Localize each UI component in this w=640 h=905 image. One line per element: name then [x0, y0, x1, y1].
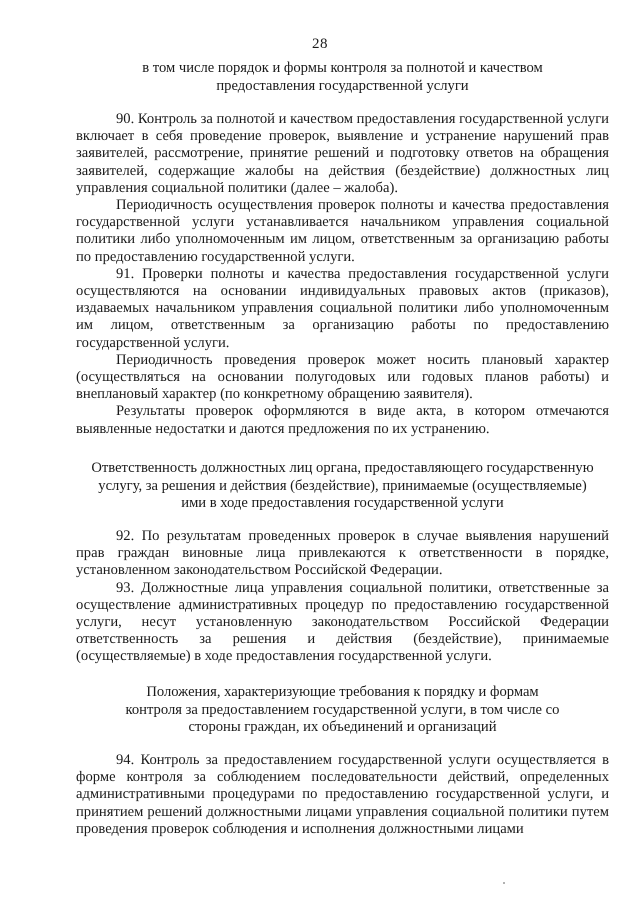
paragraph-check-results: Результаты проверок оформляются в виде акта, в котором отмечаются выявленные недостатки и даются предложения по их устранению.: [76, 403, 609, 437]
text-block-control: [76, 752, 609, 838]
section-heading-control-requirements: Положения, характеризующие требования к порядку и формам контроля за предоставлением государственной услуги, в том числе со стороны граждан, их объединений и организаций: [125, 684, 560, 736]
paragraph-91: 91. Проверки полноты и качества предоставления государственной услуги осуществляются на основании индивидуальных правовых актов (приказов), издаваемых начальником управления социальной политики либо уполномоченным им лицом, ответственным за организацию работы по предоставлению государственной услуги.: [76, 265, 609, 351]
text-block-quality-control: [76, 111, 609, 438]
text-block-responsibility: [76, 528, 609, 666]
paragraph-check-frequency: Периодичность осуществления проверок полноты и качества предоставления государственной услуги устанавливается начальником управления социальной политики либо уполномоченным им лицом, ответственным за организацию работы по предоставлению государственной услуги.: [76, 197, 609, 265]
paragraph-93: 93. Должностные лица управления социальной политики, ответственные за осуществление административных процедур по предоставлению государственной услуги, несут установленную законодательством Российской Федерации ответственность за решения и действия (бездействие), принимаемые (осуществляемые) в ходе предоставления государственной услуги.: [76, 579, 609, 665]
paragraph-check-nature: Периодичность проведения проверок может носить плановый характер (осуществляться на основании полугодовых или годовых планов работы) и внеплановый характер (по конкретному обращению заявителя).: [76, 351, 609, 403]
scan-artifact: [503, 882, 505, 884]
paragraph-90: 90. Контроль за полнотой и качеством предоставления государственной услуги включает в себя проведение проверок, выявление и устранение нарушений прав заявителей, рассмотрение, принятие решений и подготовку ответов на обращения заявителей, содержащие жалобы на действия (бездействие) должностных лиц управления социальной политики (далее – жалоба).: [76, 111, 609, 196]
section-heading-quality-control: в том числе порядок и формы контроля за полнотой и качеством предоставления государственной услуги: [142, 60, 543, 94]
paragraph-92: 92. По результатам проведенных проверок в случае выявления нарушений прав граждан виновные лица привлекаются к ответственности в порядке, установленном законодательством Российской Федерации.: [76, 528, 609, 579]
paragraph-94: 94. Контроль за предоставлением государственной услуги осуществляется в форме контроля за соблюдением последовательности действий, определенных административными процедурами по предоставлению государственной услуги, и принятием решений должностными лицами управления социальной политики путем проведения проверок соблюдения и исполнения должностными лицами: [76, 752, 609, 837]
section-heading-responsibility: Ответственность должностных лиц органа, предоставляющего государственную услугу, за решения и действия (бездействие), принимаемые (осуществляемые) ими в ходе предоставления государственной услуги: [91, 460, 594, 512]
page-number: 28: [312, 36, 328, 52]
